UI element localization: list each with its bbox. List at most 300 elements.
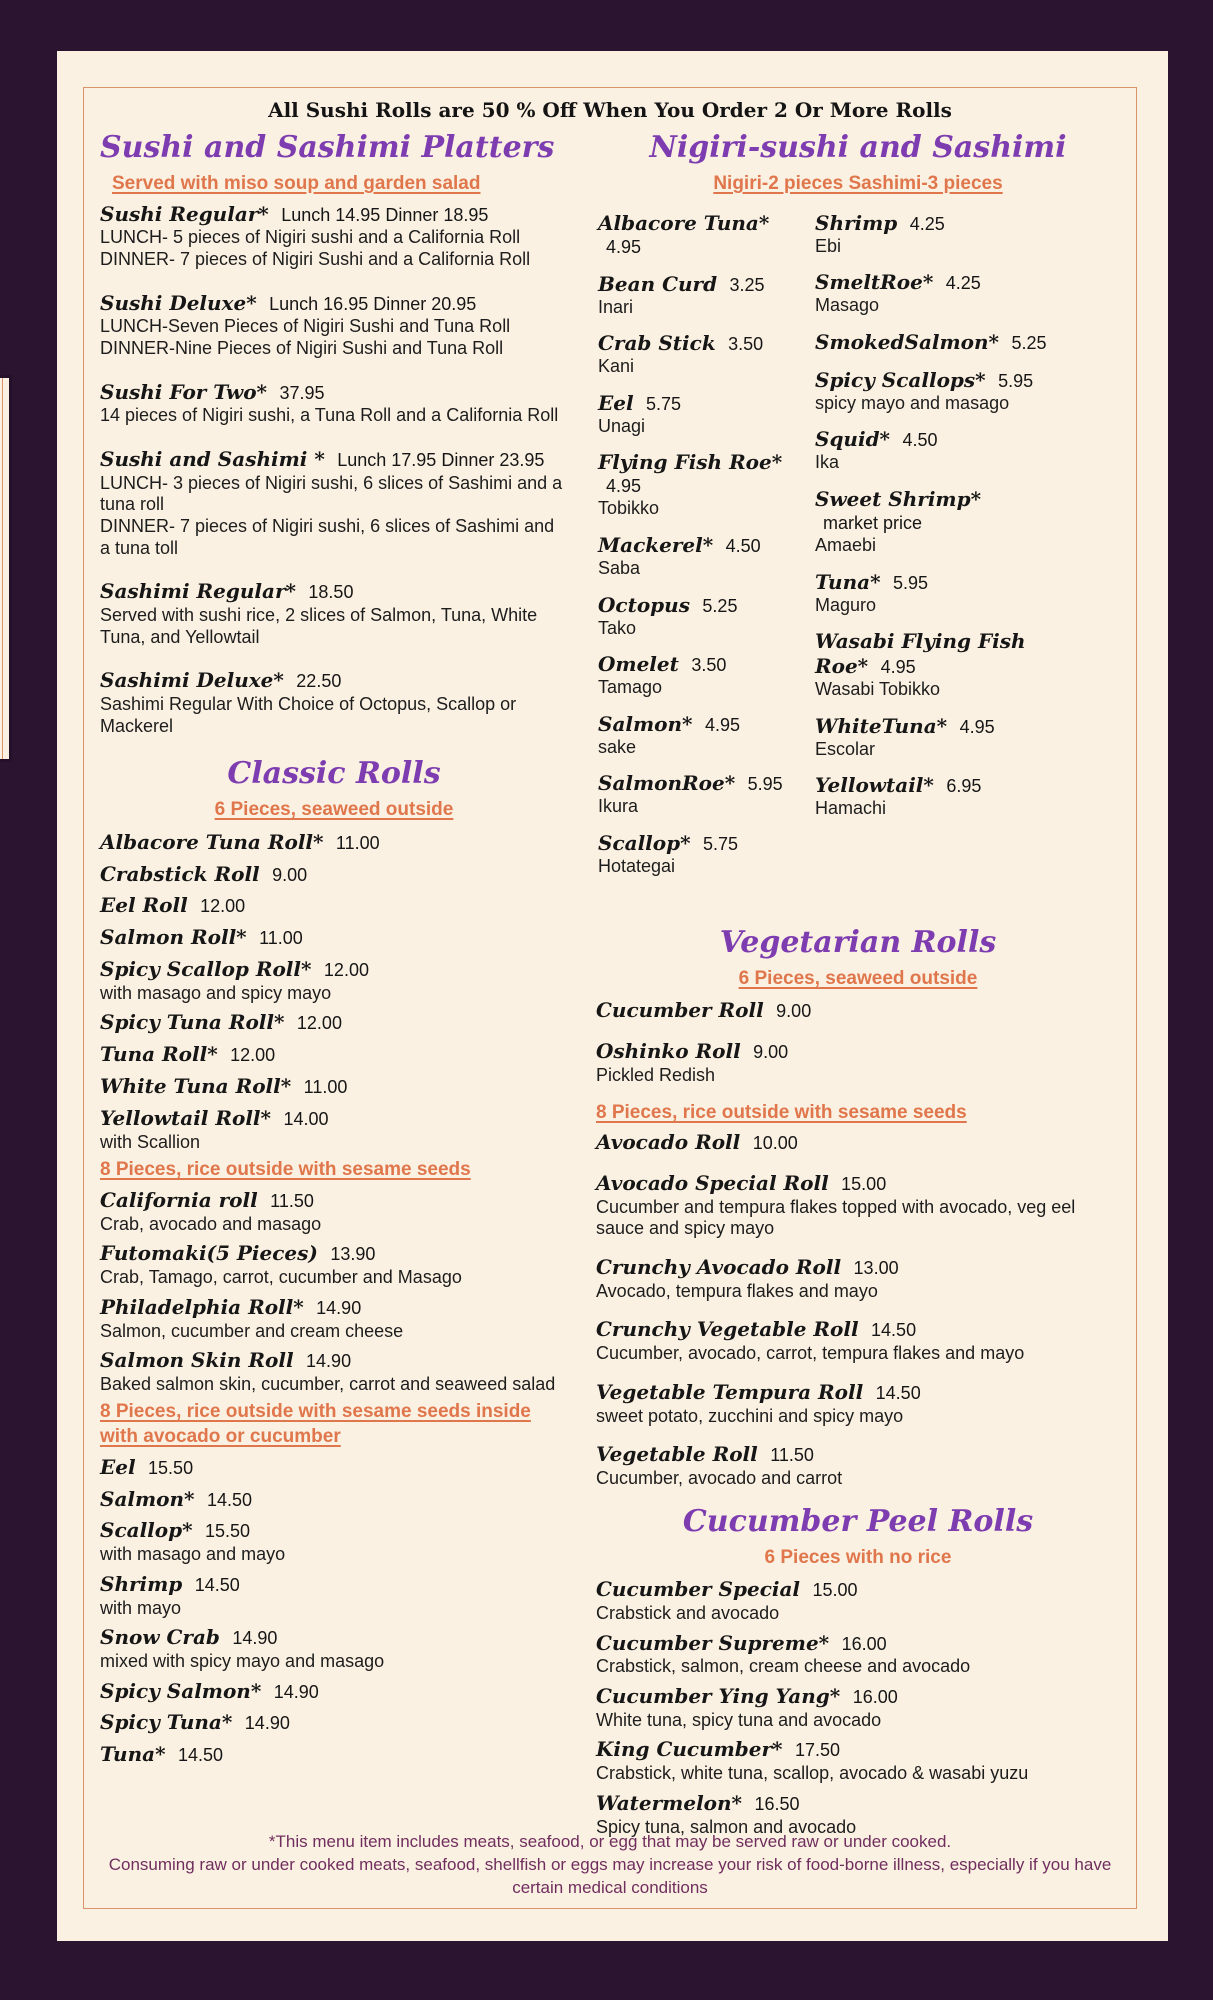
item-name: Eel xyxy=(100,1454,136,1479)
section-heading: Cucumber Peel Rolls xyxy=(682,1503,1034,1539)
item-price: 17.50 xyxy=(794,1740,841,1761)
item-title-line xyxy=(598,533,793,558)
item-name: Tuna Roll* xyxy=(100,1042,218,1067)
section-heading: Sushi and Sashimi Platters xyxy=(100,130,555,165)
item-title-line xyxy=(596,1576,1120,1603)
menu-item xyxy=(100,1187,568,1235)
nigiri-grid xyxy=(598,211,1120,891)
item-name: Yellowtail Roll* xyxy=(100,1105,271,1130)
item-description: Tamago xyxy=(598,677,663,698)
item-price: 14.50 xyxy=(194,1574,240,1595)
item-name: Salmon* xyxy=(598,711,693,736)
nigiri-item xyxy=(598,652,793,699)
item-name: SalmonRoe* xyxy=(598,771,736,796)
item-price: 11.50 xyxy=(770,1445,814,1466)
item-price: 14.50 xyxy=(178,1745,224,1766)
nigiri-item xyxy=(815,714,1065,761)
nigiri-item xyxy=(598,391,793,438)
item-title-line xyxy=(100,1240,568,1267)
item-name: Salmon Roll* xyxy=(100,925,247,950)
item-price: 14.90 xyxy=(316,1297,362,1318)
disclaimer-line-2: Consuming raw or under cooked meats, seafood, shellfish or eggs may increase your risk of food-borne illness, especially if you have certain medical conditions xyxy=(108,1855,1112,1898)
item-price: 14.00 xyxy=(283,1108,329,1129)
item-name: Watermelon* xyxy=(596,1790,743,1815)
item-title-line xyxy=(100,924,568,951)
item-title-line xyxy=(815,629,1065,679)
item-name: Tuna* xyxy=(815,569,881,594)
item-price: 14.90 xyxy=(306,1351,352,1372)
item-description: Cucumber, avocado, carrot, tempura flakes and mayo xyxy=(596,1343,1025,1364)
item-title-line xyxy=(596,1736,1120,1763)
item-title-line xyxy=(596,1790,1120,1817)
item-name: Salmon Skin Roll xyxy=(100,1348,294,1373)
item-description: Served with sushi rice, 2 slices of Salmon, Tuna, White Tuna, and Yellowtail xyxy=(100,605,538,647)
nigiri-item xyxy=(598,533,793,580)
item-title-line xyxy=(598,712,793,737)
item-name: Octopus xyxy=(598,592,690,617)
item-title-line xyxy=(100,1486,568,1513)
item-name: Crabstick Roll xyxy=(100,861,260,886)
item-name: Cucumber Supreme* xyxy=(596,1630,830,1655)
item-price: 12.00 xyxy=(296,1013,342,1034)
item-name: Squid* xyxy=(815,427,891,452)
item-description: with mayo xyxy=(100,1597,182,1618)
menu-item xyxy=(100,1624,568,1672)
item-title-line xyxy=(598,652,793,677)
menu-item xyxy=(100,1240,568,1288)
section-subhead xyxy=(100,1400,568,1449)
menu-item xyxy=(100,1486,568,1513)
nigiri-item xyxy=(598,450,793,520)
item-name: Eel xyxy=(598,390,634,415)
item-name: Spicy Tuna* xyxy=(100,1710,233,1735)
item-title-line xyxy=(100,667,568,694)
nigiri-item xyxy=(815,570,1065,617)
item-title-line xyxy=(100,1709,568,1736)
item-description: with masago and spicy mayo xyxy=(100,982,332,1003)
item-price: 12.00 xyxy=(230,1045,276,1066)
item-title-line xyxy=(596,1129,1120,1156)
item-price: 11.00 xyxy=(303,1077,348,1098)
item-name: SmeltRoe* xyxy=(815,270,934,295)
item-name: WhiteTuna* xyxy=(815,713,948,738)
item-name: Cucumber Special xyxy=(596,1577,801,1602)
item-price: 14.50 xyxy=(871,1320,917,1341)
item-title-line xyxy=(815,773,1065,798)
item-price: 4.95 xyxy=(880,657,916,678)
item-description: Crabstick, salmon, cream cheese and avocado xyxy=(596,1656,971,1677)
item-price: 4.95 xyxy=(606,236,642,257)
nigiri-item xyxy=(815,773,1065,820)
item-name: Tuna* xyxy=(100,1742,166,1767)
nigiri-item xyxy=(598,272,793,319)
item-title-line xyxy=(596,1630,1120,1657)
section-subhead-text: 8 Pieces, rice outside with sesame seeds xyxy=(596,1101,967,1123)
nigiri-item xyxy=(815,487,1065,557)
item-price: 4.25 xyxy=(945,273,981,294)
item-description: White tuna, spicy tuna and avocado xyxy=(596,1709,882,1730)
section-subhead-text: 8 Pieces, rice outside with sesame seeds inside with avocado or cucumber xyxy=(100,1401,531,1448)
menu-item xyxy=(596,1441,1120,1489)
item-name: SmokedSalmon* xyxy=(815,329,1000,354)
item-price: 4.95 xyxy=(959,716,995,737)
item-description: Saba xyxy=(598,558,641,579)
item-price: 4.50 xyxy=(902,430,938,451)
item-name: Bean Curd xyxy=(598,271,718,296)
section-subhead xyxy=(596,1101,1120,1126)
item-price: 10.00 xyxy=(752,1133,798,1154)
item-name: Mackerel* xyxy=(598,533,714,558)
item-name: Sushi For Two* xyxy=(100,379,267,404)
item-title-line xyxy=(596,1170,1120,1197)
item-name: Albacore Tuna Roll* xyxy=(100,829,324,854)
item-title-line xyxy=(815,487,1065,535)
item-description: Unagi xyxy=(598,415,646,436)
menu-item xyxy=(100,892,568,919)
item-description: Sashimi Regular With Choice of Octopus, Scallop or Mackerel xyxy=(100,694,517,736)
item-price: market price xyxy=(823,513,923,534)
item-title-line xyxy=(100,956,568,983)
item-title-line xyxy=(598,272,793,297)
item-name: Flying Fish Roe* xyxy=(598,450,783,475)
item-title-line xyxy=(815,427,1065,452)
item-description: 14 pieces of Nigiri sushi, a Tuna Roll and a California Roll xyxy=(100,405,559,426)
item-title-line xyxy=(100,1741,568,1768)
menu-item xyxy=(100,861,568,888)
item-description: Pickled Redish xyxy=(596,1064,716,1085)
item-price: 11.50 xyxy=(270,1190,314,1211)
item-description: Inari xyxy=(598,296,634,317)
item-description: Spicy tuna, salmon and avocado xyxy=(596,1816,857,1837)
item-description: Tako xyxy=(598,617,637,638)
item-price: 16.50 xyxy=(754,1793,800,1814)
item-description: LUNCH- 3 pieces of Nigiri sushi, 6 slices of Sashimi and a tuna roll xyxy=(100,472,563,515)
item-title-line xyxy=(100,290,568,317)
item-price: 5.25 xyxy=(1011,332,1047,353)
item-name: King Cucumber* xyxy=(596,1737,783,1762)
item-name: Yellowtail* xyxy=(815,773,934,798)
nigiri-subcolumn-right xyxy=(815,211,1065,891)
item-name: Avocado Special Roll xyxy=(596,1170,829,1195)
item-price: 15.50 xyxy=(148,1457,194,1478)
item-price: 14.50 xyxy=(875,1382,921,1403)
item-description: sweet potato, zucchini and spicy mayo xyxy=(596,1405,904,1426)
item-name: Albacore Tuna* xyxy=(598,210,770,235)
promo-banner: All Sushi Rolls are 50 % Off When You Order 2 Or More Rolls xyxy=(268,98,952,122)
menu-item xyxy=(596,1316,1120,1364)
item-price: 12.00 xyxy=(200,896,246,917)
menu-item xyxy=(100,829,568,856)
item-title-line xyxy=(100,1347,568,1374)
item-price: 22.50 xyxy=(296,671,342,692)
item-name: Sushi Deluxe* xyxy=(100,290,257,315)
item-description: Hamachi xyxy=(815,798,887,819)
menu-item xyxy=(100,1709,568,1736)
item-price: 13.90 xyxy=(330,1244,376,1265)
menu-item xyxy=(596,1576,1120,1624)
item-name: Oshinko Roll xyxy=(596,1039,741,1064)
item-title-line xyxy=(100,1454,568,1481)
item-description: Cucumber and tempura flakes topped with avocado, veg eel sauce and spicy mayo xyxy=(596,1196,1076,1239)
item-description: Cucumber, avocado and carrot xyxy=(596,1467,843,1488)
section-subhead xyxy=(100,798,568,823)
item-title-line xyxy=(100,1187,568,1214)
item-name: White Tuna Roll* xyxy=(100,1074,292,1099)
item-name: California roll xyxy=(100,1187,258,1212)
item-name: Spicy Scallop Roll* xyxy=(100,957,312,982)
item-description: Salmon, cucumber and cream cheese xyxy=(100,1320,404,1341)
item-title-line xyxy=(815,211,1065,236)
item-name: Sweet Shrimp* xyxy=(815,487,982,512)
item-description: Crab, avocado and masago xyxy=(100,1213,322,1234)
item-name: Shrimp xyxy=(815,210,898,235)
item-description: Ikura xyxy=(598,796,639,817)
item-title-line xyxy=(598,391,793,416)
menu-item xyxy=(596,1129,1120,1156)
menu-item xyxy=(596,1379,1120,1427)
item-name: Shrimp xyxy=(100,1571,183,1596)
item-title-line xyxy=(100,1041,568,1068)
menu-item xyxy=(100,201,568,271)
nigiri-item xyxy=(815,330,1065,355)
item-title-line xyxy=(598,331,793,356)
item-title-line xyxy=(100,1517,568,1544)
item-title-line xyxy=(100,1571,568,1598)
menu-item xyxy=(100,1294,568,1342)
item-name: Sushi Regular* xyxy=(100,201,269,226)
menu-sheet xyxy=(57,51,1168,1941)
item-title-line xyxy=(598,771,793,796)
item-price: 18.50 xyxy=(308,582,354,603)
item-name: Avocado Roll xyxy=(596,1130,741,1155)
menu-item xyxy=(100,1517,568,1565)
item-name: Scallop* xyxy=(100,1518,193,1543)
section-heading: Vegetarian Rolls xyxy=(719,924,997,960)
item-description: Tobikko xyxy=(598,498,660,519)
section-subhead-text: 6 Pieces with no rice xyxy=(764,1546,952,1568)
item-price: 15.00 xyxy=(812,1580,858,1601)
item-description: Amaebi xyxy=(815,535,877,556)
item-name: Sashimi Deluxe* xyxy=(100,668,284,693)
item-description: Crabstick and avocado xyxy=(596,1603,780,1624)
menu-item xyxy=(100,290,568,360)
item-title-line xyxy=(100,1073,568,1100)
item-description: Kani xyxy=(598,356,635,377)
menu-item xyxy=(100,1347,568,1395)
item-price: 9.00 xyxy=(753,1042,789,1063)
menu-item xyxy=(100,578,568,648)
menu-border-box xyxy=(83,87,1137,1909)
section-subhead xyxy=(596,172,1120,197)
item-title-line xyxy=(100,578,568,605)
right-column xyxy=(596,126,1120,1837)
item-price: 16.00 xyxy=(852,1687,898,1707)
item-title-line xyxy=(815,714,1065,739)
item-title-line xyxy=(815,368,1065,393)
item-title-line xyxy=(100,892,568,919)
item-name: Crunchy Avocado Roll xyxy=(596,1254,842,1279)
item-description: LUNCH- 5 pieces of Nigiri sushi and a California Roll xyxy=(100,227,521,248)
item-price: 3.25 xyxy=(729,274,765,295)
item-name: Scallop* xyxy=(598,831,691,856)
item-name: Cucumber Roll xyxy=(596,998,764,1023)
nigiri-item xyxy=(815,629,1065,701)
item-price: 11.00 xyxy=(259,928,303,949)
item-description: spicy mayo and masago xyxy=(815,392,1010,413)
item-description: Wasabi Tobikko xyxy=(815,679,941,700)
item-title-line xyxy=(100,1009,568,1036)
menu-item xyxy=(100,1105,568,1153)
menu-item xyxy=(596,1254,1120,1302)
nigiri-item xyxy=(598,211,793,259)
menu-item xyxy=(100,924,568,951)
section-subhead-text: 6 Pieces, seaweed outside xyxy=(738,967,978,989)
nigiri-item xyxy=(598,331,793,378)
item-name: Eel Roll xyxy=(100,893,188,918)
item-description: Avocado, tempura flakes and mayo xyxy=(596,1280,878,1301)
item-name: Sushi and Sashimi * xyxy=(100,447,325,472)
disclaimer-line-1: *This menu item includes meats, seafood, or egg that may be served raw or under cooked. xyxy=(268,1832,952,1852)
item-title-line xyxy=(598,450,793,498)
item-price: 4.95 xyxy=(606,476,642,497)
menu-item xyxy=(100,1741,568,1768)
item-title-line xyxy=(596,997,1120,1024)
section-subhead-text: 8 Pieces, rice outside with sesame seeds xyxy=(100,1159,471,1181)
item-price: Lunch 14.95 Dinner 18.95 xyxy=(281,204,489,225)
item-name: Spicy Tuna Roll* xyxy=(100,1010,285,1035)
menu-item xyxy=(100,1009,568,1036)
nigiri-item xyxy=(598,712,793,759)
item-description: Crab, Tamago, carrot, cucumber and Masago xyxy=(100,1267,462,1288)
menu-item xyxy=(100,1571,568,1619)
item-price: 5.75 xyxy=(703,834,739,855)
section-subhead xyxy=(596,967,1120,992)
item-title-line xyxy=(815,330,1065,355)
item-title-line xyxy=(596,1316,1120,1343)
item-name: Spicy Salmon* xyxy=(100,1678,262,1703)
item-title-line xyxy=(596,1254,1120,1281)
item-price: 37.95 xyxy=(279,382,325,403)
item-description: Hotategai xyxy=(598,856,676,877)
item-description: Maguro xyxy=(815,594,877,615)
item-price: 3.50 xyxy=(728,334,764,355)
item-name: Vegetable Roll xyxy=(596,1442,758,1467)
item-name: Wasabi Flying Fish Roe* xyxy=(815,629,1026,679)
item-name: Philadelphia Roll* xyxy=(100,1294,304,1319)
menu-item xyxy=(100,379,568,427)
item-price: 14.90 xyxy=(273,1681,319,1702)
section-heading: Classic Rolls xyxy=(227,756,441,792)
item-description: DINNER- 7 pieces of Nigiri sushi, 6 slices of Sashimi and a tuna toll xyxy=(100,516,555,558)
item-price: 4.50 xyxy=(725,536,761,557)
item-name: Crunchy Vegetable Roll xyxy=(596,1317,859,1342)
menu-item xyxy=(100,1678,568,1705)
item-title-line xyxy=(598,831,793,856)
menu-item xyxy=(100,667,568,737)
item-price: 14.90 xyxy=(244,1713,290,1734)
item-name: Snow Crab xyxy=(100,1625,220,1650)
nigiri-item xyxy=(598,593,793,640)
item-price: 9.00 xyxy=(272,864,308,885)
item-price: 5.75 xyxy=(646,393,682,414)
menu-item xyxy=(596,1170,1120,1240)
menu-item xyxy=(100,1454,568,1481)
item-title-line xyxy=(100,446,568,473)
menu-item xyxy=(596,1736,1120,1784)
item-title-line xyxy=(100,1624,568,1651)
item-title-line xyxy=(815,270,1065,295)
nigiri-item xyxy=(598,771,793,818)
item-title-line xyxy=(100,201,568,228)
section-subhead xyxy=(596,1546,1120,1571)
section-subhead-text: Nigiri-2 pieces Sashimi-3 pieces xyxy=(713,173,1003,194)
nigiri-item xyxy=(815,211,1065,258)
item-description: sake xyxy=(598,736,637,757)
item-description: LUNCH-Seven Pieces of Nigiri Sushi and Tuna Roll xyxy=(100,316,511,337)
menu-item xyxy=(596,1683,1120,1731)
item-title-line xyxy=(596,1441,1120,1468)
item-description: with Scallion xyxy=(100,1131,201,1152)
item-name: Cucumber Ying Yang* xyxy=(596,1684,841,1708)
item-name: Sashimi Regular* xyxy=(100,579,296,604)
section-subhead xyxy=(100,172,568,197)
item-name: Salmon* xyxy=(100,1486,195,1511)
menu-item xyxy=(100,956,568,1004)
item-price: 16.00 xyxy=(841,1633,887,1654)
item-price: 13.00 xyxy=(853,1257,899,1278)
disclaimer xyxy=(100,1831,1120,1902)
item-name: Crab Stick xyxy=(598,331,716,356)
item-title-line xyxy=(100,1678,568,1705)
item-description: DINNER- 7 pieces of Nigiri Sushi and a California Roll xyxy=(100,249,531,270)
item-price: 5.95 xyxy=(998,370,1034,391)
item-price: 14.90 xyxy=(232,1628,278,1649)
nigiri-item xyxy=(815,368,1065,415)
item-description: Masago xyxy=(815,295,880,316)
item-title-line xyxy=(596,1683,1120,1710)
item-price: 4.95 xyxy=(704,714,741,735)
item-title-line xyxy=(100,1105,568,1132)
item-title-line xyxy=(598,211,793,259)
item-price: 4.25 xyxy=(909,213,945,234)
item-price: 15.00 xyxy=(841,1173,887,1194)
item-price: 5.95 xyxy=(893,572,929,593)
item-description: with masago and mayo xyxy=(100,1544,286,1565)
item-price: 15.50 xyxy=(205,1521,251,1542)
menu-item xyxy=(100,1041,568,1068)
item-description: Baked salmon skin, cucumber, carrot and seaweed salad xyxy=(100,1373,556,1394)
menu-item xyxy=(100,1073,568,1100)
item-title-line xyxy=(100,1294,568,1321)
item-title-line xyxy=(100,861,568,888)
item-title-line xyxy=(100,829,568,856)
nigiri-subcolumn-left xyxy=(598,211,793,891)
item-price: 12.00 xyxy=(323,960,369,981)
item-title-line xyxy=(596,1379,1120,1406)
item-price: 14.50 xyxy=(206,1489,253,1510)
item-price: Lunch 16.95 Dinner 20.95 xyxy=(269,293,477,314)
item-description: Crabstick, white tuna, scallop, avocado & wasabi yuzu xyxy=(596,1763,1029,1784)
item-description: Escolar xyxy=(815,738,876,759)
page-edge-decoration xyxy=(0,375,12,762)
item-description: Ika xyxy=(815,452,840,473)
nigiri-item xyxy=(815,270,1065,317)
nigiri-item xyxy=(815,427,1065,474)
menu-columns xyxy=(100,126,1120,1837)
section-subhead xyxy=(100,1158,568,1183)
section-subhead-text: 6 Pieces, seaweed outside xyxy=(214,799,454,821)
menu-item xyxy=(100,446,568,559)
